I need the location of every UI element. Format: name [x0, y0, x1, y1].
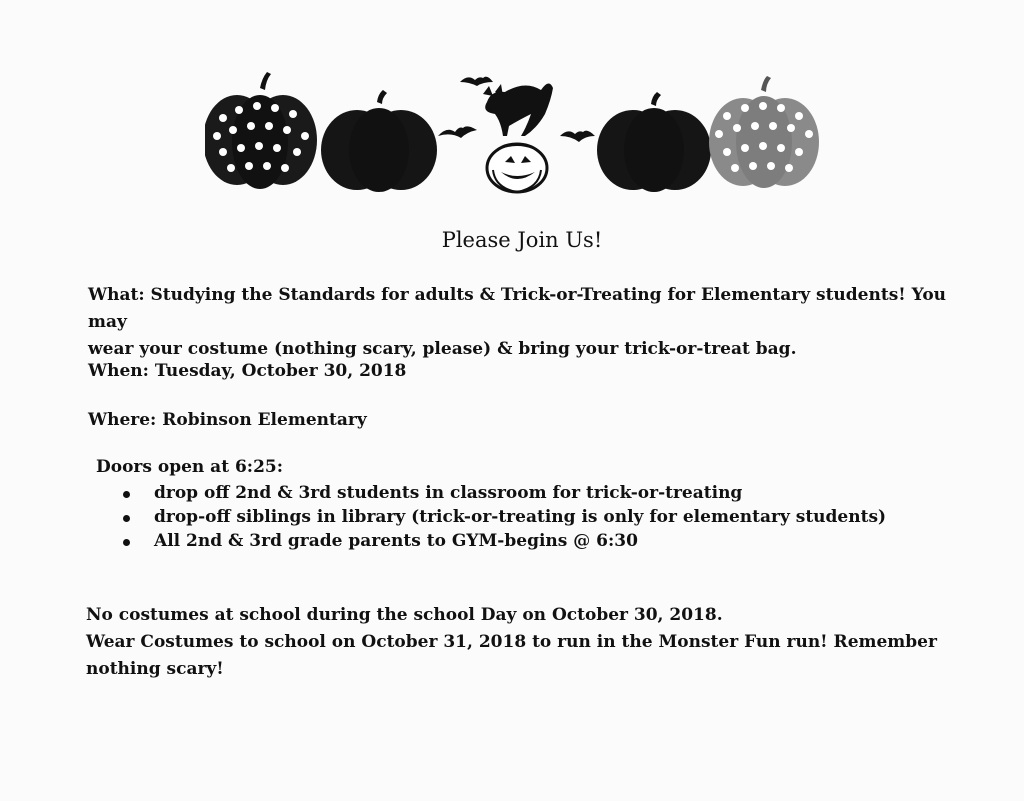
doors-list	[120, 481, 886, 553]
what-line: What: Studying the Standards for adults & Trick-or-Treating for Elementary students! You may	[88, 285, 947, 332]
polka-dot-pumpkin-icon	[205, 72, 317, 189]
page-title: Please Join Us!	[441, 228, 603, 252]
costume-notice	[86, 602, 946, 683]
what-paragraph	[88, 282, 958, 363]
notice-line: Wear Costumes to school on October 31, 2018 to run in the Monster Fun run! Remember	[86, 632, 937, 652]
when-line: When: Tuesday, October 30, 2018	[88, 361, 407, 381]
polka-dot-pumpkin-icon	[709, 76, 819, 188]
notice-line: No costumes at school during the school Day on October 30, 2018.	[86, 605, 723, 625]
halloween-banner	[205, 70, 835, 195]
list-item: All 2nd & 3rd grade parents to GYM-begins @ 6:30	[120, 529, 886, 553]
black-pumpkin-icon	[597, 92, 711, 192]
notice-line: nothing scary!	[86, 659, 224, 679]
list-item: drop-off siblings in library (trick-or-treating is only for elementary students)	[120, 505, 886, 529]
cat-on-jack-o-lantern-icon	[483, 83, 553, 192]
what-line: wear your costume (nothing scary, please) & bring your trick-or-treat bag.	[88, 339, 797, 359]
doors-heading: Doors open at 6:25:	[96, 457, 284, 477]
list-item: drop off 2nd & 3rd students in classroom for trick-or-treating	[120, 481, 886, 505]
where-line: Where: Robinson Elementary	[88, 410, 367, 430]
black-pumpkin-icon	[321, 90, 437, 192]
